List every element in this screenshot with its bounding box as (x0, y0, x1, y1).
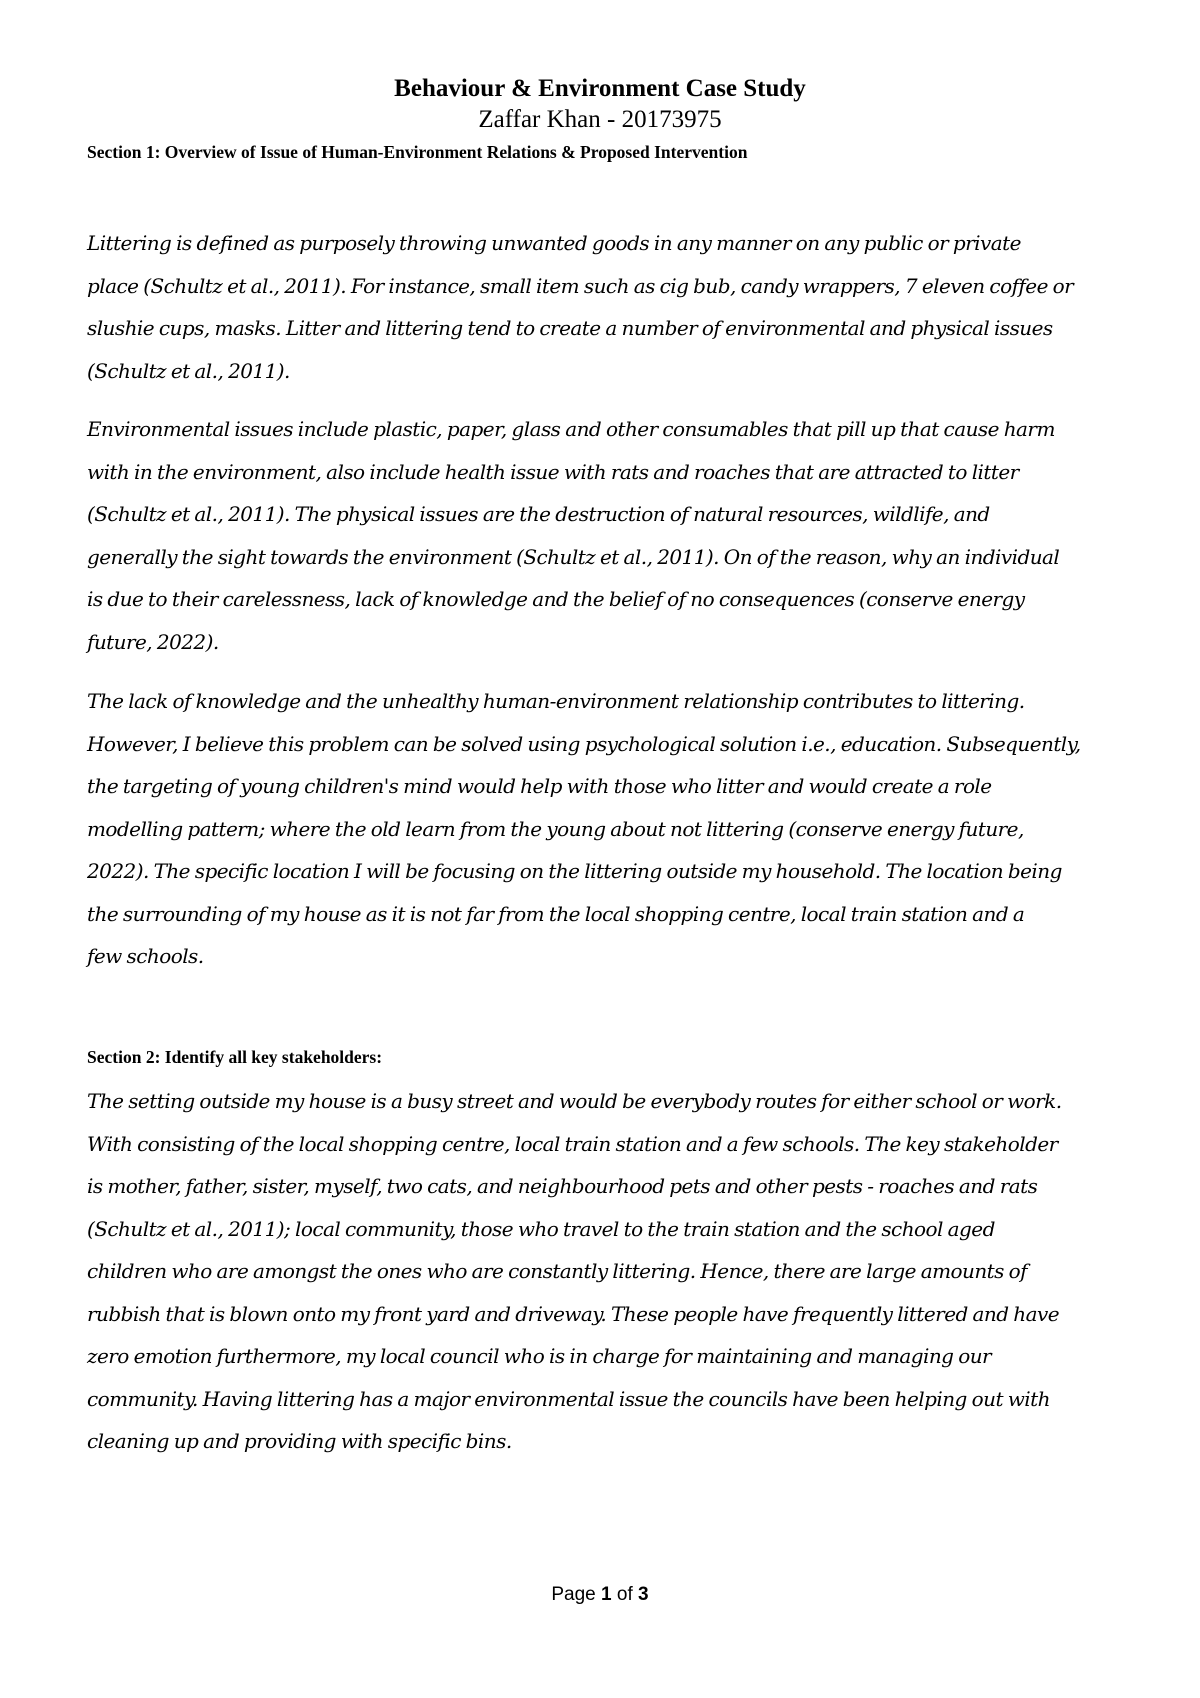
section-1-paragraph-3 (87, 680, 1117, 978)
paragraph-line: the surrounding of my house as it is not far from the local shopping centre, local train station and a (87, 901, 1025, 926)
section-1-paragraph-2 (87, 408, 1117, 663)
paragraph-line: rubbish that is blown onto my front yard and driveway. These people have frequently littered and have (87, 1301, 1060, 1326)
paragraph-line: (Schultz et al., 2011). The physical issues are the destruction of natural resources, wildlife, and (87, 502, 990, 526)
section-2-heading: Section 2: Identify all key stakeholders: (87, 1047, 383, 1067)
paragraph-line: is mother, father, sister, myself, two cats, and neighbourhood pets and other pests - roaches and rats (87, 1174, 1038, 1198)
page-word: Page (551, 1584, 596, 1605)
paragraph-line: (Schultz et al., 2011). (87, 358, 290, 383)
paragraph-line: generally the sight towards the environment (Schultz et al., 2011). On of the reason, why an individual (87, 544, 1060, 569)
paragraph-line: place (Schultz et al., 2011). For instance, small item such as cig bub, candy wrappers, 7 eleven coffee or (87, 273, 1074, 298)
author-line: Zaffar Khan - 20173975 (478, 106, 722, 133)
paragraph-line: modelling pattern; where the old learn from the young about not littering (conserve energy future, (87, 816, 1024, 841)
paragraph-line: Littering is defined as purposely throwing unwanted goods in any manner on any public or private (87, 231, 1021, 255)
section-2-paragraph (87, 1080, 1117, 1463)
section-1-heading: Section 1: Overview of Issue of Human-Environment Relations & Proposed Intervention (87, 142, 748, 162)
paragraph-line: The setting outside my house is a busy street and would be everybody routes for either school or work. (87, 1089, 1062, 1113)
paragraph-line: few schools. (87, 944, 204, 968)
document-title: Behaviour & Environment Case Study (394, 75, 806, 102)
paragraph-line: (Schultz et al., 2011); local community, those who travel to the train station and the school aged (87, 1216, 995, 1241)
paragraph-line: 2022). The specific location I will be focusing on the littering outside my household. The location being (87, 859, 1062, 883)
of-word: of (616, 1584, 633, 1605)
paragraph-line: With consisting of the local shopping centre, local train station and a few schools. The key stakeholder (87, 1131, 1058, 1156)
paragraph-line: slushie cups, masks. Litter and littering tend to create a number of environmental and physical issues (87, 316, 1053, 340)
paragraph-line: community. Having littering has a major environmental issue the councils have been helping out with (87, 1386, 1050, 1411)
paragraph-line: is due to their carelessness, lack of knowledge and the belief of no consequences (conserve energy (87, 587, 1025, 611)
current-page-number: 1 (601, 1584, 612, 1605)
paragraph-line: children who are amongst the ones who are constantly littering. Hence, there are large amounts of (87, 1259, 1028, 1283)
paragraph-line: Environmental issues include plastic, paper, glass and other consumables that pill up that cause harm (87, 417, 1055, 441)
paragraph-line: However, I believe this problem can be solved using psychological solution i.e., education. Subsequently, (87, 731, 1081, 756)
page-footer (0, 1583, 1200, 1607)
paragraph-line: the targeting of young children's mind would help with those who litter and would create a role (87, 774, 992, 798)
total-pages-number: 3 (638, 1584, 649, 1605)
section-1-paragraph-1 (87, 222, 1117, 392)
paragraph-line: with in the environment, also include health issue with rats and roaches that are attracted to litter (87, 459, 1019, 484)
paragraph-line: zero emotion furthermore, my local council who is in charge for maintaining and managing our (87, 1344, 992, 1368)
paragraph-line: future, 2022). (87, 629, 219, 654)
paragraph-line: The lack of knowledge and the unhealthy human-environment relationship contributes to littering. (87, 689, 1025, 713)
paragraph-line: cleaning up and providing with specific bins. (87, 1429, 512, 1453)
